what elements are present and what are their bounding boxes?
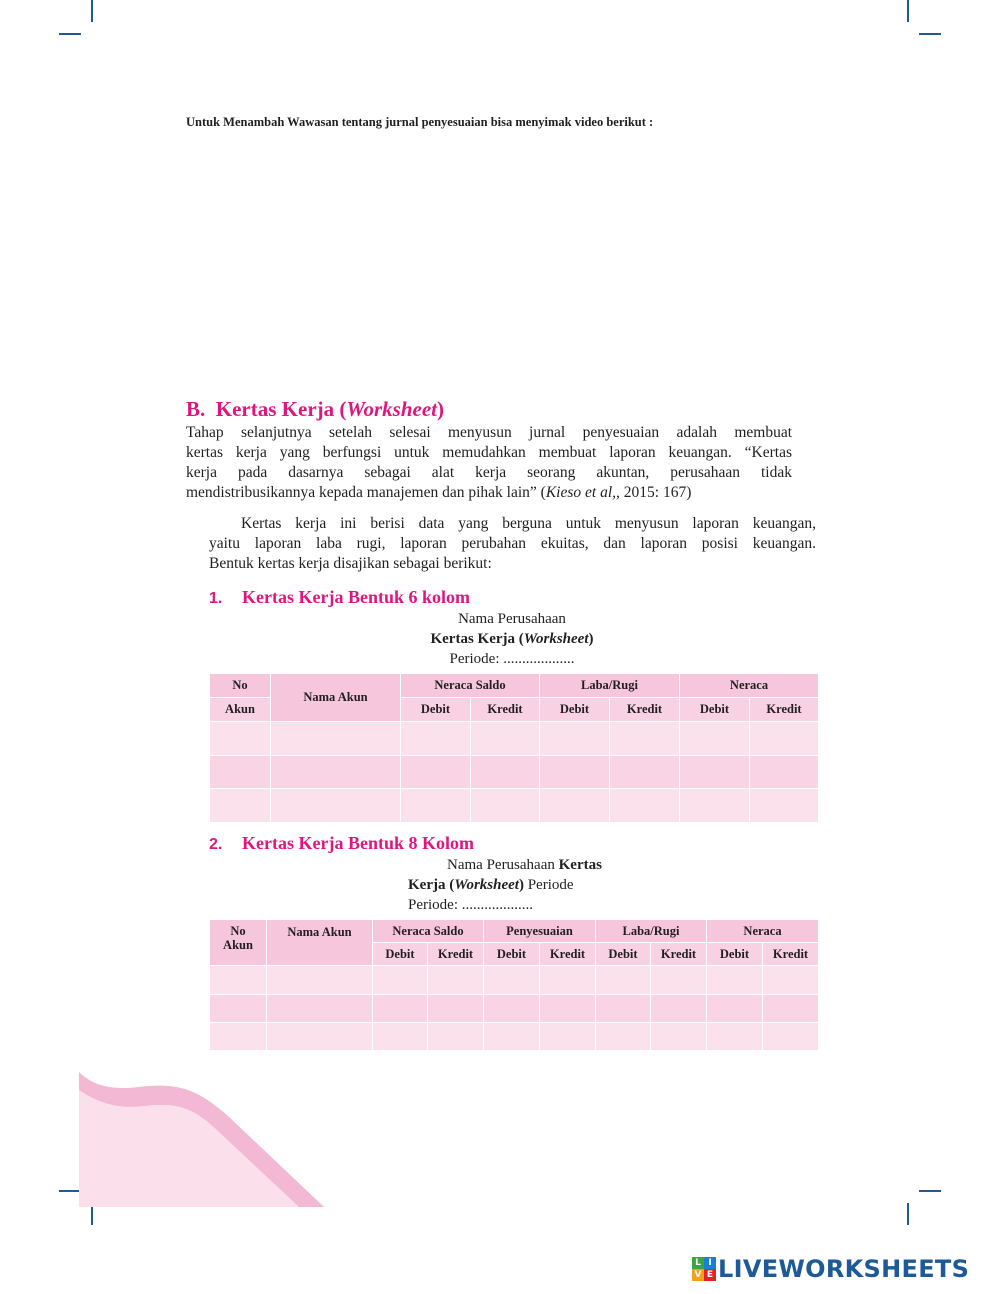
group-header: Neraca bbox=[680, 674, 819, 698]
group-header: Neraca Saldo bbox=[373, 920, 484, 943]
kredit-header: Kredit bbox=[428, 943, 484, 966]
intro-text: Untuk Menambah Wawasan tentang jurnal penyesuaian bisa menyimak video berikut : bbox=[186, 115, 654, 129]
crop-mark bbox=[907, 0, 909, 22]
crop-mark bbox=[59, 1190, 81, 1192]
worksheet-8-title: 2. Kertas Kerja Bentuk 8 Kolom bbox=[209, 833, 474, 853]
crop-mark bbox=[919, 33, 941, 35]
group-header: Laba/Rugi bbox=[596, 920, 707, 943]
debit-header: Debit bbox=[401, 698, 471, 722]
debit-header: Debit bbox=[680, 698, 750, 722]
crop-mark bbox=[91, 0, 93, 22]
debit-header: Debit bbox=[707, 943, 763, 966]
debit-header: Debit bbox=[373, 943, 428, 966]
worksheet-8-header: Nama Perusahaan Kertas Kerja (Worksheet) Periode Periode: ................... bbox=[408, 857, 602, 913]
group-header: Neraca Saldo bbox=[401, 674, 540, 698]
liveworksheets-wordmark: LIVEWORKSHEETS bbox=[718, 1255, 970, 1283]
col-no-akun: No Akun bbox=[210, 920, 267, 966]
section-title: B. Kertas Kerja (Worksheet) bbox=[186, 397, 444, 421]
group-header: Neraca bbox=[707, 920, 819, 943]
worksheet-6-table bbox=[209, 673, 819, 823]
kredit-header: Kredit bbox=[763, 943, 819, 966]
crop-mark bbox=[919, 1190, 941, 1192]
table-row bbox=[210, 995, 819, 1023]
col-nama-akun: Nama Akun bbox=[267, 920, 373, 966]
kredit-header: Kredit bbox=[540, 943, 596, 966]
table-row bbox=[210, 966, 819, 995]
definition-paragraph: Tahap selanjutnya setelah selesai menyusun jurnal penyesuaian adalah membuat kertas kerja yang berfungsi untuk memudahkan membuat laporan keuangan. “Kertas kerja pada dasarnya sebagai alat kerja seorang akuntan, perusahaan tidak mendistribusikannya kepada manajemen dan pihak lain” (Kieso et al,, 2015: 167) bbox=[186, 424, 792, 501]
worksheet-6-title: 1. Kertas Kerja Bentuk 6 kolom bbox=[209, 587, 470, 607]
kredit-header: Kredit bbox=[471, 698, 540, 722]
col-akun: Akun bbox=[210, 698, 271, 722]
description-paragraph: Kertas kerja ini berisi data yang berguna untuk menyusun laporan keuangan, yaitu laporan laba rugi, laporan perubahan ekuitas, dan laporan posisi keuangan. Bentuk kertas kerja disajikan sebagai berikut: bbox=[209, 515, 816, 572]
kredit-header: Kredit bbox=[610, 698, 680, 722]
kredit-header: Kredit bbox=[750, 698, 819, 722]
group-header: Laba/Rugi bbox=[540, 674, 680, 698]
liveworksheets-logo-icon: L I V E bbox=[692, 1257, 716, 1281]
liveworksheets-logo bbox=[692, 1255, 969, 1283]
crop-mark bbox=[59, 33, 81, 35]
col-nama-akun: Nama Akun bbox=[271, 674, 401, 722]
debit-header: Debit bbox=[596, 943, 651, 966]
group-header: Penyesuaian bbox=[484, 920, 596, 943]
table-row bbox=[210, 789, 819, 823]
debit-header: Debit bbox=[484, 943, 540, 966]
col-no: No bbox=[210, 674, 271, 698]
worksheet-8-table bbox=[209, 919, 819, 1051]
table-row bbox=[210, 722, 819, 756]
table-row bbox=[210, 1023, 819, 1051]
crop-mark bbox=[907, 1203, 909, 1225]
kredit-header: Kredit bbox=[651, 943, 707, 966]
decorative-swoosh bbox=[79, 1072, 329, 1207]
table-row bbox=[210, 756, 819, 789]
debit-header: Debit bbox=[540, 698, 610, 722]
worksheet-6-header: Nama Perusahaan Kertas Kerja (Worksheet) Periode: ................... bbox=[430, 611, 594, 667]
